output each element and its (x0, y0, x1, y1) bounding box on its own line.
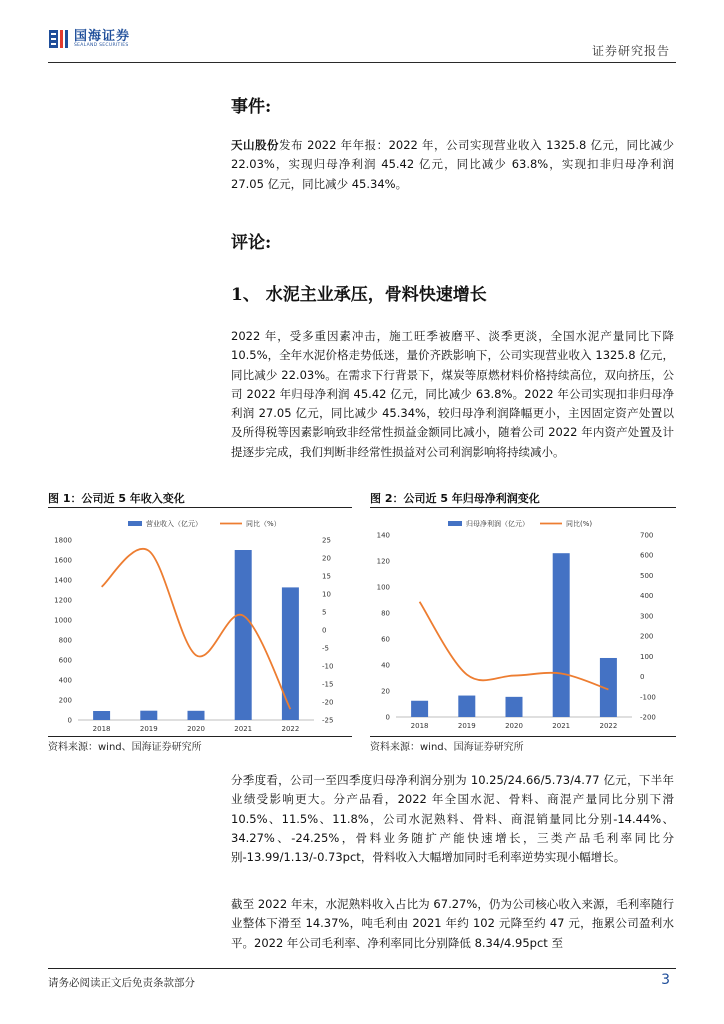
figure2-top-rule (370, 507, 676, 508)
y2-tick-label: 0 (640, 673, 645, 682)
y2-tick-label: 20 (322, 554, 331, 563)
figure2-bottom-rule (370, 736, 676, 737)
section1-heading: 1、 水泥主业承压，骨料快速增长 (231, 285, 487, 305)
figure1-bottom-rule (48, 736, 352, 737)
y-tick-label: 200 (58, 696, 72, 705)
y-tick-label: 1800 (54, 536, 72, 545)
logo-name-en: SEALAND SECURITIES (74, 42, 129, 48)
event-heading: 事件: (231, 97, 272, 117)
x-tick-label: 2018 (410, 722, 429, 730)
y2-tick-label: 300 (640, 612, 654, 621)
bar (282, 587, 299, 720)
section1-paragraph-2: 分季度看，公司一至四季度归母净利润分别为 10.25/24.66/5.73/4.77 亿元，下半年业绩受影响更大。分产品看，2022 年全国水泥、骨料、商混产量同比分别下滑 10.5%、11.5%、11.8%，公司水泥熟料、骨料、商混销量同比分别-14.44%、34.27%、-24.25%，骨料业务随扩产能快速增长，三类产品毛利率同比分别-13.99/1.13/-0.73pct，骨料收入大幅增加同时毛利率逆势实现小幅增长。 (231, 773, 674, 865)
figure1-top-rule (48, 507, 352, 508)
y-tick-label: 40 (381, 661, 390, 670)
y2-tick-label: -100 (640, 693, 656, 702)
y2-tick-label: -25 (322, 716, 334, 725)
y2-tick-label: -10 (322, 662, 334, 671)
event-paragraph (231, 136, 674, 194)
figure2-source: 资料来源：wind、国海证券研究所 (370, 742, 524, 753)
y2-tick-label: 10 (322, 590, 331, 599)
x-tick-label: 2020 (505, 722, 523, 730)
y-tick-label: 140 (376, 531, 390, 540)
section1-paragraph-1: 2022 年，受多重因素冲击，施工旺季被磨平、淡季更淡，全国水泥产量同比下降 10.5%，全年水泥价格走势低迷，量价齐跌影响下，公司实现营业收入 1325.8 亿元，同比减少 22.03%。在需求下行背景下，煤炭等原燃材料价格持续高位，双向挤压，公司 2022 年归母净利润 45.42 亿元，同比减少 63.8%。2022 年公司实现扣非归母净利润 27.05 亿元，同比减少 45.34%，较归母净利润降幅更小，主因固定资产处置以及所得税等因素影响致非经常性损益金额同比减小，随着公司 2022 年内资产处置及计提逐步完成，我们判断非经常性损益对公司利润影响将持续减小。 (231, 329, 674, 459)
y2-tick-label: 700 (640, 531, 654, 540)
legend-line-label: 同比(%) (566, 520, 593, 528)
bar (188, 711, 205, 720)
x-tick-label: 2021 (234, 725, 253, 733)
y2-tick-label: 100 (640, 652, 654, 661)
y2-tick-label: 500 (640, 571, 654, 580)
bar (235, 550, 252, 720)
page-header (48, 24, 676, 66)
x-tick-label: 2022 (281, 725, 300, 733)
x-tick-label: 2019 (139, 725, 158, 733)
revenue-chart (48, 510, 352, 734)
bar (93, 711, 110, 720)
legend-line-label: 同比（%） (246, 520, 281, 528)
bar (411, 701, 428, 717)
y2-tick-label: -15 (322, 680, 334, 689)
y2-tick-label: 0 (322, 626, 327, 635)
event-text: 发布 2022 年年报：2022 年，公司实现营业收入 1325.8 亿元，同比减少 22.03%，实现归母净利润 45.42 亿元，同比减少 63.8%，实现扣非归母净利润 27.05 亿元，同比减少 45.34%。 (231, 138, 675, 191)
y-tick-label: 80 (381, 609, 390, 618)
y-tick-label: 0 (385, 713, 390, 722)
section1-paragraph-3: 截至 2022 年末，水泥熟料收入占比为 67.27%，仍为公司核心收入来源，毛利率随行业整体下滑至 14.37%，吨毛利由 2021 年约 102 元降至约 47 元，拖累公司盈利水平。2022 年公司毛利率、净利率同比分别降低 8.34/4.95pct 至 (231, 897, 674, 950)
y-tick-label: 1000 (54, 616, 72, 625)
y-tick-label: 1200 (54, 596, 72, 605)
y2-tick-label: 5 (322, 608, 327, 617)
y2-tick-label: -200 (640, 713, 656, 722)
line-series (102, 549, 291, 709)
company-logo (48, 28, 130, 50)
legend-bar-label: 归母净利润（亿元） (466, 520, 529, 528)
y2-tick-label: 600 (640, 551, 654, 560)
x-tick-label: 2022 (599, 722, 618, 730)
y2-tick-label: 15 (322, 572, 331, 581)
y2-tick-label: 200 (640, 632, 654, 641)
report-type: 证券研究报告 (591, 44, 670, 58)
line-series (420, 602, 609, 690)
comment-heading: 评论: (231, 233, 272, 253)
y2-tick-label: -20 (322, 698, 334, 707)
net-profit-chart (370, 510, 676, 734)
figure1-source: 资料来源：wind、国海证券研究所 (48, 742, 202, 753)
x-tick-label: 2019 (457, 722, 476, 730)
y-tick-label: 120 (376, 557, 390, 566)
y2-tick-label: -5 (322, 644, 329, 653)
y-tick-label: 60 (381, 635, 390, 644)
x-tick-label: 2021 (552, 722, 571, 730)
footer-divider (48, 968, 676, 969)
y-tick-label: 0 (67, 716, 72, 725)
y-tick-label: 20 (381, 687, 390, 696)
x-tick-label: 2020 (187, 725, 205, 733)
header-divider (48, 62, 676, 63)
bar (140, 711, 157, 720)
y2-tick-label: 400 (640, 592, 654, 601)
y-tick-label: 1400 (54, 576, 72, 585)
page-number: 3 (661, 972, 670, 988)
logo-name-cn: 国海证券 (74, 28, 131, 44)
figure2-title: 图 2：公司近 5 年归母净利润变化 (370, 492, 540, 505)
y-tick-label: 600 (58, 656, 72, 665)
y2-tick-label: 25 (322, 536, 331, 545)
legend-bar-swatch (128, 521, 142, 526)
y-tick-label: 1600 (54, 556, 72, 565)
bar (553, 553, 570, 717)
y-tick-label: 400 (58, 676, 72, 685)
bar (506, 697, 523, 717)
legend-bar-label: 营业收入（亿元） (146, 520, 202, 528)
x-tick-label: 2018 (92, 725, 111, 733)
sealand-logo-icon (48, 28, 70, 50)
figure1-title: 图 1：公司近 5 年收入变化 (48, 492, 185, 505)
y-tick-label: 100 (376, 583, 390, 592)
bar (458, 696, 475, 717)
company-name: 天山股份 (231, 138, 279, 152)
y-tick-label: 800 (58, 636, 72, 645)
legend-bar-swatch (448, 521, 462, 526)
footer-disclaimer: 请务必阅读正文后免责条款部分 (48, 977, 195, 989)
